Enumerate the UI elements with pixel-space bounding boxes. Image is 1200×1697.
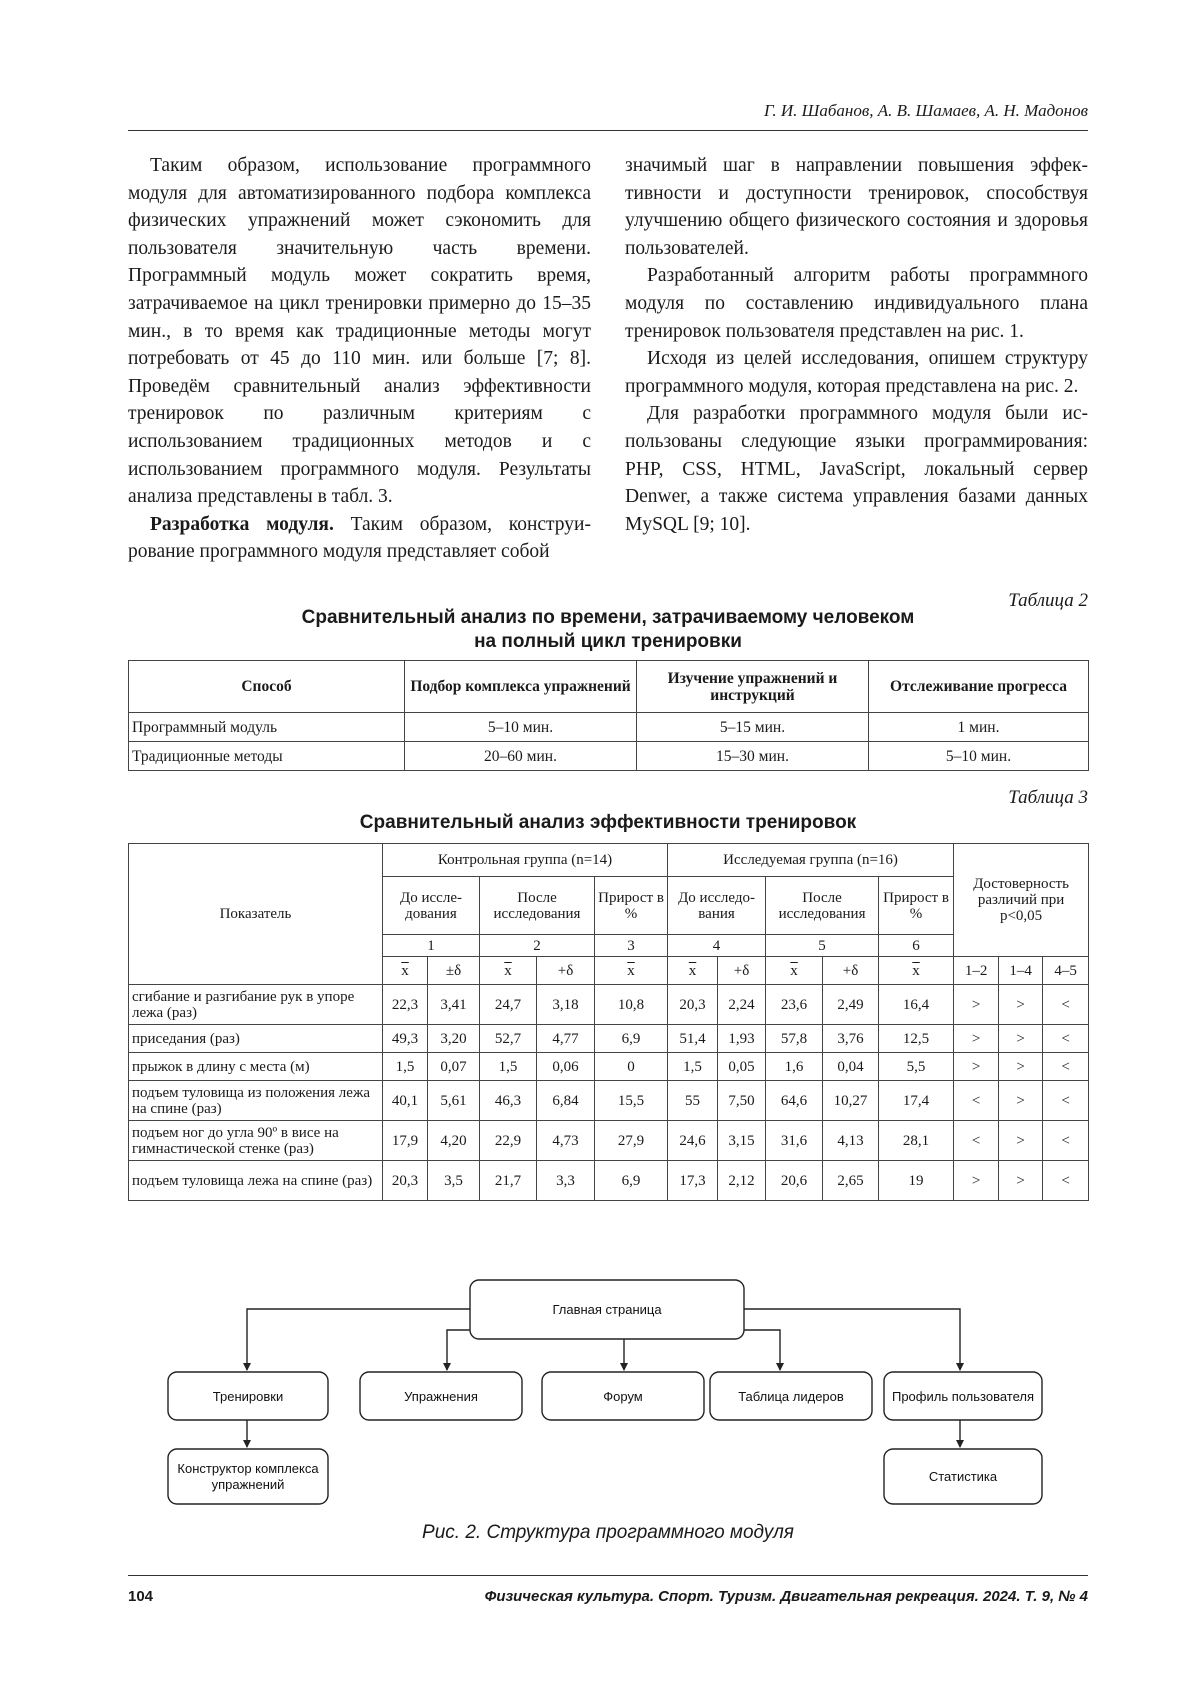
table-cell: 4,13 xyxy=(823,1121,879,1161)
table-cell: 55 xyxy=(668,1081,718,1121)
table-cell: 20–60 мин. xyxy=(405,742,637,771)
table-cell: 15,5 xyxy=(595,1081,668,1121)
table-cell: 5–15 мин. xyxy=(637,713,869,742)
table-cell: 1,93 xyxy=(718,1025,766,1053)
table-cell: 7,50 xyxy=(718,1081,766,1121)
table-cell: 20,6 xyxy=(766,1161,823,1201)
table-cell: 3,18 xyxy=(537,985,595,1025)
journal-name: Физическая культура. Спорт. Туризм. Двигательная рекреация. 2024. Т. 9, № 4 xyxy=(484,1588,1088,1605)
table2-caption: Таблица 2 xyxy=(1008,590,1088,611)
table-cell: 1 мин. xyxy=(869,713,1089,742)
table-cell: 52,7 xyxy=(480,1025,537,1053)
table-cell: 1,6 xyxy=(766,1053,823,1081)
node-label: упражнений xyxy=(211,1477,285,1492)
table-cell: 22,9 xyxy=(480,1121,537,1161)
table-header-cell: Прирост в % xyxy=(879,877,954,935)
table-cell: 3,3 xyxy=(537,1161,595,1201)
table-header-cell: Отслеживание прогресса xyxy=(869,661,1089,713)
table-cell: 20,3 xyxy=(383,1161,428,1201)
table-cell: 23,6 xyxy=(766,985,823,1025)
table-cell: 3,20 xyxy=(428,1025,480,1053)
table-cell: 3,15 xyxy=(718,1121,766,1161)
table-cell: > xyxy=(999,1025,1043,1053)
table-cell: 2,24 xyxy=(718,985,766,1025)
table-cell: > xyxy=(999,1081,1043,1121)
table-header-cell: Изучение упражнений и инструкций xyxy=(637,661,869,713)
table-header-cell: ±δ xyxy=(428,957,480,985)
table-header-cell: Прирост в % xyxy=(595,877,668,935)
table-header-cell: 1–4 xyxy=(999,957,1043,985)
table-header-cell: 5 xyxy=(766,935,879,957)
table-cell: 27,9 xyxy=(595,1121,668,1161)
table-row-label: приседания (раз) xyxy=(129,1025,383,1053)
table-3 xyxy=(128,843,1089,1201)
table-header-cell: $\overline{x}$ xyxy=(383,957,428,985)
table-row-label: подъем ног до угла 90º в висе на гимнастической стенке (раз) xyxy=(129,1121,383,1161)
table-header-cell: До исследования xyxy=(383,877,480,935)
table-row xyxy=(129,985,1089,1025)
node-label: Тренировки xyxy=(212,1389,284,1404)
node-label: Форум xyxy=(603,1389,643,1404)
table-cell: 17,9 xyxy=(383,1121,428,1161)
table-header-cell: После исследования xyxy=(480,877,595,935)
table-cell: 0,06 xyxy=(537,1053,595,1081)
table-cell: 40,1 xyxy=(383,1081,428,1121)
table-cell: 2,12 xyxy=(718,1161,766,1201)
table-cell: < xyxy=(1043,1053,1089,1081)
table-cell: 5,61 xyxy=(428,1081,480,1121)
table-cell: 24,7 xyxy=(480,985,537,1025)
table-cell: 6,84 xyxy=(537,1081,595,1121)
table-cell: 5–10 мин. xyxy=(869,742,1089,771)
table-header-cell: $\overline{x}$ xyxy=(879,957,954,985)
table-header-cell: $\overline{x}$ xyxy=(668,957,718,985)
paragraph: Исходя из целей исследования, опишем структуру программного модуля, которая представлена на рис. 2. xyxy=(625,348,1088,397)
table-cell: > xyxy=(954,985,999,1025)
header-rule xyxy=(128,130,1088,131)
table-header-cell: $\overline{x}$ xyxy=(595,957,668,985)
table2-title-line1: Сравнительный анализ по времени, затрачиваемому человеком xyxy=(301,607,915,628)
running-head-authors: Г. И. Шабанов, А. В. Шамаев, А. Н. Мадонов xyxy=(763,101,1088,120)
table-cell: 16,4 xyxy=(879,985,954,1025)
table-cell: > xyxy=(954,1161,999,1201)
page-number: 104 xyxy=(128,1588,154,1605)
table-cell: 1,5 xyxy=(383,1053,428,1081)
table-cell: Традиционные методы xyxy=(129,742,405,771)
table-cell: 3,41 xyxy=(428,985,480,1025)
table-row-label: подъем туловища лежа на спине (раз) xyxy=(129,1161,383,1201)
paragraph xyxy=(128,511,591,566)
table-header-cell: +δ xyxy=(823,957,879,985)
table-row xyxy=(129,742,1089,771)
table-header-cell: $\overline{x}$ xyxy=(480,957,537,985)
table-row xyxy=(129,1053,1089,1081)
table-cell: 4,20 xyxy=(428,1121,480,1161)
paragraph: значимый шаг в направлении повышения эффективности и доступности тренировок, способствуя улучшению общего физического состояния и здоровья пользователей. xyxy=(625,155,1088,259)
table-cell: > xyxy=(999,1121,1043,1161)
table-cell: 51,4 xyxy=(668,1025,718,1053)
table-cell: 49,3 xyxy=(383,1025,428,1053)
table-cell: < xyxy=(1043,1161,1089,1201)
table-header-cell: 4 xyxy=(668,935,766,957)
table-cell: 1,5 xyxy=(480,1053,537,1081)
table-header-cell: 3 xyxy=(595,935,668,957)
table-cell: 0,04 xyxy=(823,1053,879,1081)
table-cell: > xyxy=(999,1053,1043,1081)
table-header-cell: +δ xyxy=(718,957,766,985)
table-cell: 15–30 мин. xyxy=(637,742,869,771)
table-header-cell: Исследуемая группа (n=16) xyxy=(668,844,954,877)
table-cell: < xyxy=(1043,1081,1089,1121)
table-header-cell: Контрольная группа (n=14) xyxy=(383,844,668,877)
table-2 xyxy=(128,660,1089,771)
table-cell: 20,3 xyxy=(668,985,718,1025)
table3-body xyxy=(129,985,1089,1201)
table-cell: 0,07 xyxy=(428,1053,480,1081)
table-cell: > xyxy=(999,985,1043,1025)
table-cell: 19 xyxy=(879,1161,954,1201)
table-cell: 24,6 xyxy=(668,1121,718,1161)
table-row xyxy=(129,1081,1089,1121)
paragraph: Для разработки программного модуля были использованы следующие языки программирования: PHP, CSS, HTML, JavaScript, локальный сервер Denwer, а также система управления базами данных MySQL [9; 10]. xyxy=(625,403,1088,535)
paragraph: Разработанный алгоритм работы программного модуля по составлению индивидуального плана тренировок пользователя представлен на рис. 1. xyxy=(625,265,1088,342)
table-cell: < xyxy=(1043,1025,1089,1053)
paragraph: Таким образом, использование программного модуля для автоматизированного подбора комплекса физических упражнений может сэкономить для пользователя значительную часть времени. Программный модуль может сократить время, затрачиваемое на цикл тренировки примерно до 15–35 мин., в то время как традиционные методы могут потребовать от 45 до 110 мин. или больше [7; 8]. Проведём сравнительный анализ эффективности тренировок по различным критериям с использованием традиционных методов и с использованием программного модуля. Результаты анализа представлены в табл. 3. xyxy=(128,155,591,508)
node-label: Статистика xyxy=(928,1469,998,1484)
table-cell: 57,8 xyxy=(766,1025,823,1053)
node-label: Профиль пользователя xyxy=(891,1389,1035,1404)
figure-caption: Рис. 2. Структура программного модуля xyxy=(422,1522,794,1543)
footer-rule xyxy=(128,1575,1088,1576)
table-row-label: подъем туловища из положения лежа на спине (раз) xyxy=(129,1081,383,1121)
table-cell: 5,5 xyxy=(879,1053,954,1081)
table-cell: > xyxy=(999,1161,1043,1201)
table-cell: 6,9 xyxy=(595,1161,668,1201)
table-header-cell: После исследования xyxy=(766,877,879,935)
table-cell: 2,49 xyxy=(823,985,879,1025)
text-column-left xyxy=(128,152,591,566)
table-row xyxy=(129,1161,1089,1201)
table-cell: > xyxy=(954,1025,999,1053)
table-cell: 10,27 xyxy=(823,1081,879,1121)
table-cell: 0,05 xyxy=(718,1053,766,1081)
table-header-cell: Показатель xyxy=(129,844,383,985)
table-cell: 12,5 xyxy=(879,1025,954,1053)
structure-diagram xyxy=(128,1270,1088,1510)
table-cell: 1,5 xyxy=(668,1053,718,1081)
table-cell: 3,76 xyxy=(823,1025,879,1053)
table-cell: 31,6 xyxy=(766,1121,823,1161)
table-header-cell: Способ xyxy=(129,661,405,713)
table2-title xyxy=(128,606,1088,654)
table-cell: > xyxy=(954,1053,999,1081)
text-column-right xyxy=(625,152,1088,538)
table-cell: 21,7 xyxy=(480,1161,537,1201)
table-cell: 28,1 xyxy=(879,1121,954,1161)
node-label: Упражнения xyxy=(404,1389,478,1404)
table-header-cell: 1–2 xyxy=(954,957,999,985)
table-cell: 3,5 xyxy=(428,1161,480,1201)
node-label: Таблица лидеров xyxy=(738,1389,844,1404)
table-cell: 17,3 xyxy=(668,1161,718,1201)
table-row xyxy=(129,1121,1089,1161)
table-header-cell: 2 xyxy=(480,935,595,957)
node-label: Конструктор комплекса xyxy=(177,1461,319,1476)
table-cell: Программный модуль xyxy=(129,713,405,742)
table-cell: < xyxy=(954,1081,999,1121)
table-cell: 2,65 xyxy=(823,1161,879,1201)
paragraph-text: Таким образом, конструирование программного модуля представляет собой xyxy=(128,513,591,563)
table-cell: < xyxy=(954,1121,999,1161)
table-cell: 6,9 xyxy=(595,1025,668,1053)
table-cell: 17,4 xyxy=(879,1081,954,1121)
table-cell: 46,3 xyxy=(480,1081,537,1121)
table-cell: 4,77 xyxy=(537,1025,595,1053)
table-row xyxy=(129,713,1089,742)
table-cell: 0 xyxy=(595,1053,668,1081)
table-row xyxy=(129,1025,1089,1053)
table-header-cell: Подбор комплекса упражнений xyxy=(405,661,637,713)
table-cell: < xyxy=(1043,985,1089,1025)
table2-title-line2: на полный цикл тренировки xyxy=(474,631,742,652)
table-cell: 64,6 xyxy=(766,1081,823,1121)
table-header-cell: 6 xyxy=(879,935,954,957)
table-header-cell: $\overline{x}$ xyxy=(766,957,823,985)
table3-title: Сравнительный анализ эффективности тренировок xyxy=(359,812,857,833)
table-header-cell: 4–5 xyxy=(1043,957,1089,985)
table-header-row xyxy=(129,844,1089,877)
table-cell: 22,3 xyxy=(383,985,428,1025)
table-cell: 10,8 xyxy=(595,985,668,1025)
table-header-cell: Достоверность различий при p<0,05 xyxy=(954,844,1089,957)
table-header-cell: +δ xyxy=(537,957,595,985)
table-row-label: прыжок в длину с места (м) xyxy=(129,1053,383,1081)
node-label: Главная страница xyxy=(552,1302,662,1317)
table-cell: 5–10 мин. xyxy=(405,713,637,742)
table-header-cell: 1 xyxy=(383,935,480,957)
table-header-cell: До исследования xyxy=(668,877,766,935)
table-row-label: сгибание и разгибание рук в упоре лежа (раз) xyxy=(129,985,383,1025)
table-cell: 4,73 xyxy=(537,1121,595,1161)
table3-caption: Таблица 3 xyxy=(1008,787,1088,808)
table-header-row xyxy=(129,661,1089,713)
table-cell: < xyxy=(1043,1121,1089,1161)
paragraph-run-in-heading: Разработка модуля. xyxy=(150,513,334,535)
